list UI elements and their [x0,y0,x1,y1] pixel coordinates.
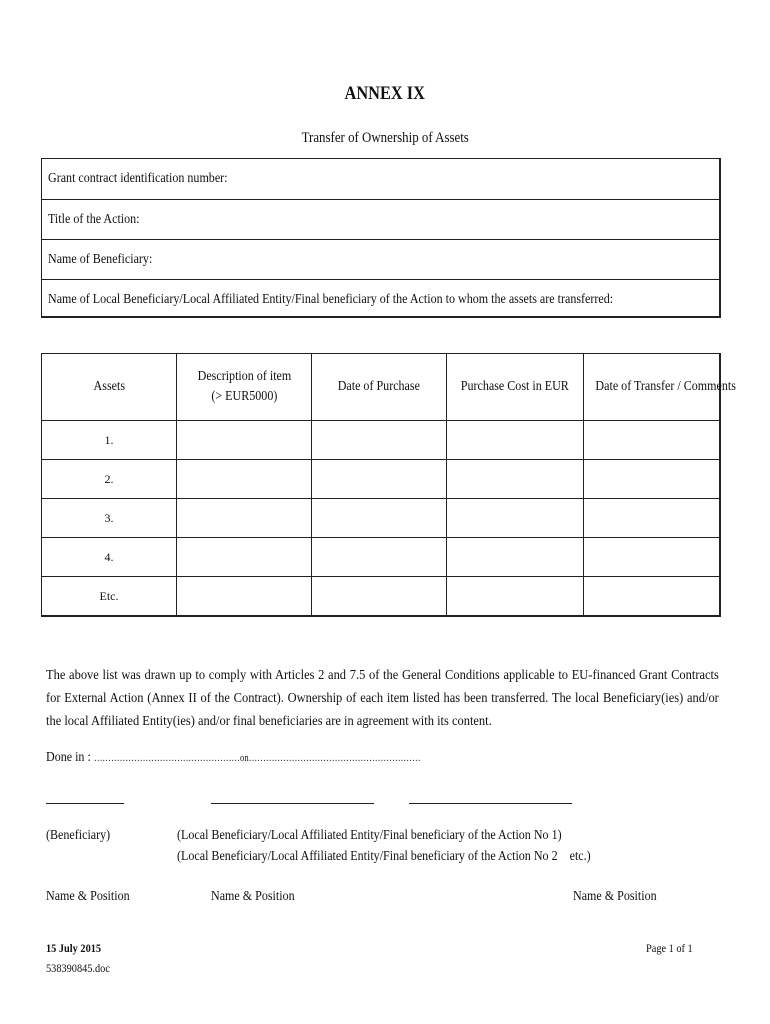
info-label-local-beneficiary: Name of Local Beneficiary/Local Affiliated Entity/Final beneficiary of the Action to whom the assets are transferred: [48,292,614,307]
grant-info-box [41,158,721,318]
header-purchase-cost-label: Purchase Cost in EUR [460,379,570,394]
description-cell[interactable] [177,460,312,499]
beneficiary-caption [46,828,121,844]
assets-table-header-row [42,354,720,421]
row-number-cell: 3. [42,499,177,538]
header-purchase-cost [447,354,584,421]
header-date-of-transfer-label: Date of Transfer / Comments [595,379,736,394]
name-position-3-text: Name & Position [573,889,657,904]
beneficiary-caption-text: (Beneficiary) [46,828,111,843]
table-row [42,499,720,538]
transfer-comments-cell[interactable] [584,460,720,499]
purchase-cost-cell[interactable] [447,421,584,460]
purchase-date-cell[interactable] [312,577,447,617]
signature-line-local-2[interactable] [409,803,572,804]
description-cell[interactable] [177,421,312,460]
purchase-date-cell[interactable] [312,460,447,499]
name-position-3 [573,889,670,905]
header-date-of-purchase [312,354,447,421]
purchase-cost-cell[interactable] [447,577,584,617]
name-position-2-text: Name & Position [211,889,295,904]
name-position-1-text: Name & Position [46,889,130,904]
footer-date [46,941,110,956]
name-position-2 [211,889,308,905]
row-number-cell: 2. [42,460,177,499]
header-assets [42,354,177,421]
info-row-beneficiary-name[interactable] [42,239,719,279]
footer-page-number-text: Page 1 of 1 [646,941,693,955]
info-label-contract-number: Grant contract identification number: [48,171,228,186]
description-cell[interactable] [177,538,312,577]
footer-page-number [646,941,700,956]
signature-line-beneficiary[interactable] [46,803,124,804]
document-title-text: ANNEX IX [344,83,426,104]
assets-table [41,353,736,617]
footer-date-text: 15 July 2015 [46,941,102,955]
header-assets-label: Assets [93,379,125,394]
footer-filename-text: 538390845.doc [46,961,110,975]
compliance-statement: The above list was drawn up to comply with Articles 2 and 7.5 of the General Conditions applicable to EU-financed Grant Contracts for External Action (Annex II of the Contract). Ownership of each item listed has been transferred. The local Beneficiary(ies) and/or the local Affiliated Entity(ies) and/or final beneficiaries are in agreement with its content. [46,668,719,729]
header-description-line2: (> EUR5000) [210,389,277,404]
purchase-cost-cell[interactable] [447,460,584,499]
name-position-1 [46,889,143,905]
table-row [42,577,720,617]
document-title [0,83,770,105]
header-description [177,354,312,421]
purchase-date-cell[interactable] [312,499,447,538]
done-in-line [46,750,482,766]
done-in-label: Done in : [46,750,91,765]
purchase-cost-cell[interactable] [447,499,584,538]
info-row-local-beneficiary[interactable] [42,279,719,319]
done-in-group [46,750,421,766]
transfer-comments-cell[interactable] [584,538,720,577]
header-date-of-transfer [584,354,736,421]
info-label-beneficiary-name: Name of Beneficiary: [48,252,153,267]
local-beneficiary-caption-2 [177,849,658,865]
info-row-contract-number[interactable] [42,159,719,199]
transfer-comments-cell[interactable] [584,499,720,538]
transfer-comments-cell[interactable] [584,577,720,617]
info-row-action-title[interactable] [42,199,719,239]
row-number-cell: Etc. [42,577,177,617]
table-row [42,460,720,499]
done-in-dots: ……………………………………………on…………………………………………………… [93,753,421,764]
document-subtitle [0,130,770,147]
row-number-cell: 4. [42,538,177,577]
transfer-comments-cell[interactable] [584,421,720,460]
header-description-line1: Description of item [197,369,291,384]
description-cell[interactable] [177,499,312,538]
info-label-action-title: Title of the Action: [48,212,140,227]
local-beneficiary-caption-1 [177,828,624,844]
purchase-date-cell[interactable] [312,538,447,577]
local-beneficiary-caption-2-text: (Local Beneficiary/Local Affiliated Entity/Final beneficiary of the Action No 2 etc.) [177,849,591,864]
footer-filename [46,961,120,976]
document-subtitle-text: Transfer of Ownership of Assets [301,130,469,146]
local-beneficiary-caption-1-text: (Local Beneficiary/Local Affiliated Entity/Final beneficiary of the Action No 1) [177,828,562,843]
signature-line-local-1[interactable] [211,803,374,804]
row-number-cell: 1. [42,421,177,460]
table-row [42,538,720,577]
table-row [42,421,720,460]
purchase-cost-cell[interactable] [447,538,584,577]
description-cell[interactable] [177,577,312,617]
header-date-of-purchase-label: Date of Purchase [337,379,421,394]
purchase-date-cell[interactable] [312,421,447,460]
